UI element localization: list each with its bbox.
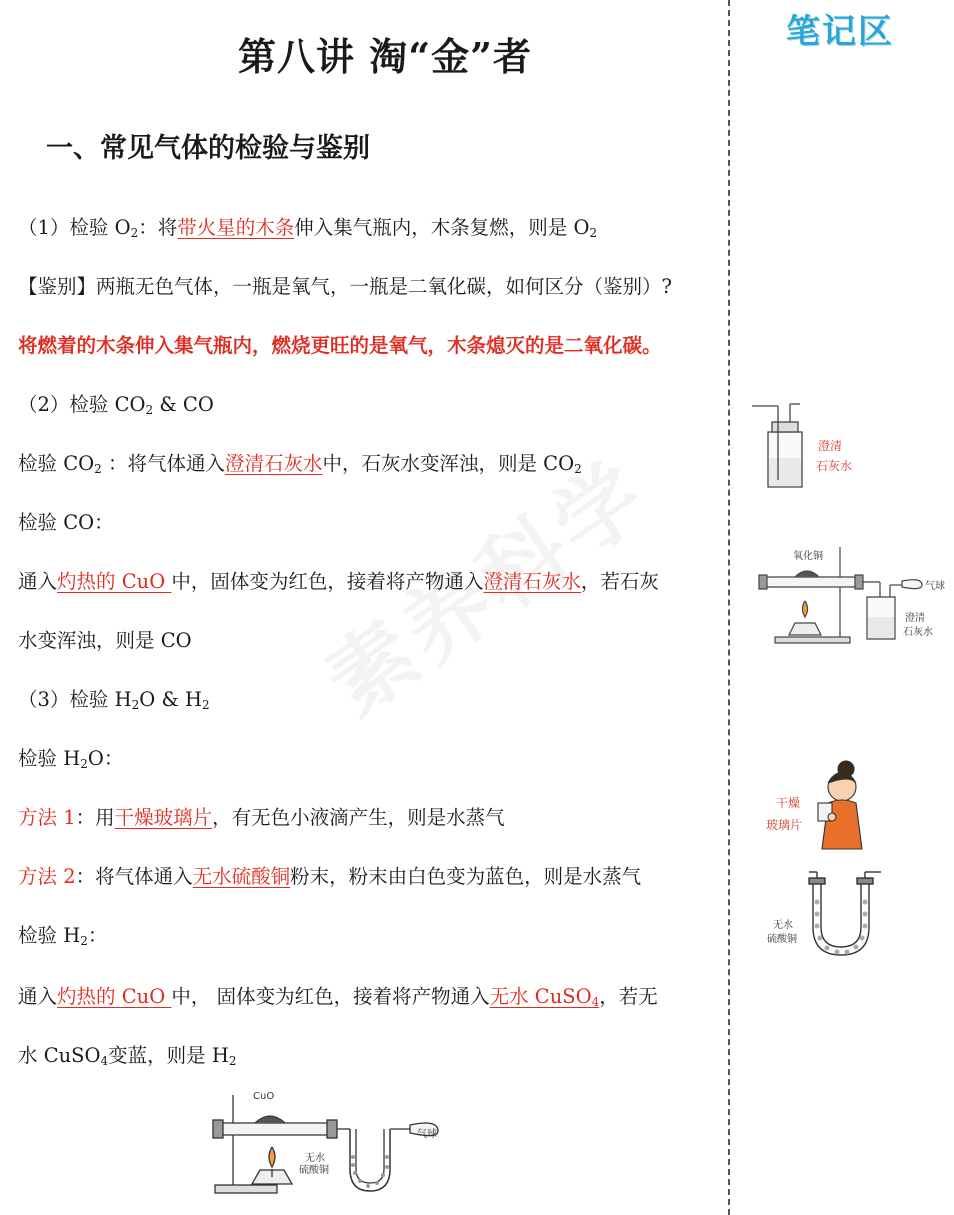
label-balloon: 气球 [925, 581, 945, 592]
label-balloon: 气球 [417, 1129, 437, 1140]
label-cuo: CuO [253, 1091, 275, 1102]
line-co-heading: 检验 CO： [18, 511, 114, 534]
keyword-dry-glass: 干燥玻璃片 [114, 806, 213, 829]
h2-test-apparatus-figure [205, 1085, 445, 1200]
line-method1: 方法 1：用干燥玻璃片，有无色小液滴产生，则是水蒸气 [18, 806, 505, 829]
label-dry-1: 干燥 [776, 796, 801, 810]
keyword-anhydrous-cuso4: 无水 CuSO$_4$ [489, 985, 600, 1009]
label-limewater-2: 石灰水 [816, 459, 853, 473]
line-h2o-h2-heading: （3）检验 $H_2O$ & $H_2$ [18, 688, 210, 712]
line-h2-test: 通入灼热的 CuO 中， 固体变为红色，接着将产物通入无水 CuSO$_4$，若无 [18, 985, 658, 1009]
line-identify-answer: 将燃着的木条伸入集气瓶内，燃烧更旺的是氧气，木条熄灭的是二氧化碳。 [18, 334, 662, 357]
line-co2-test: 检验 $CO_2$ ：将气体通入澄清石灰水中，石灰水变浑浊，则是 $CO_2$ [18, 452, 582, 476]
label-anhydrous-1: 无水 [773, 920, 793, 931]
notes-area-title: 笔记区 [786, 12, 894, 52]
notes-divider [728, 0, 730, 1215]
line-o2-test: （1）检验 $O_2$：将带火星的木条伸入集气瓶内，木条复燃，则是 $O_2$ [18, 216, 598, 240]
line-h2-test-cont: 水 CuSO$_4$变蓝，则是 $H_2$ [18, 1044, 237, 1068]
keyword-glowing-splint: 带火星的木条 [177, 216, 295, 239]
line-identify: 【鉴别】两瓶无色气体，一瓶是氧气，一瓶是二氧化碳，如何区分（鉴别）? [18, 275, 672, 298]
label-anhydrous-2: 硫酸铜 [767, 934, 797, 945]
label-dry-2: 玻璃片 [766, 818, 803, 832]
limewater-bottle-figure [752, 402, 872, 494]
section-heading: 一、常见气体的检验与鉴别 [46, 133, 370, 164]
line-co-test: 通入灼热的 CuO 中，固体变为红色，接着将产物通入澄清石灰水，若石灰 [18, 570, 659, 593]
line-h2-heading: 检验 $H_2$： [18, 924, 108, 948]
keyword-hot-cuo: 灼热的 CuO [57, 985, 172, 1008]
keyword-limewater: 澄清石灰水 [224, 452, 323, 475]
co-test-apparatus-figure [755, 545, 950, 645]
line-h2o-heading: 检验 $H_2O$： [18, 747, 124, 771]
line-co-test-cont: 水变浑浊，则是 CO [18, 629, 192, 652]
page-title: 第八讲 淘“金”者 [238, 34, 532, 79]
label-limewater-1: 澄清 [905, 613, 925, 624]
keyword-anhydrous-cuso4: 无水硫酸铜 [192, 865, 291, 888]
label-copper-oxide: 氧化铜 [793, 551, 823, 562]
dry-glass-girl-figure [762, 755, 877, 855]
line-co2-co-heading: （2）检验 $CO_2$ & CO [18, 393, 214, 417]
line-method2: 方法 2：将气体通入无水硫酸铜粉末，粉末由白色变为蓝色，则是水蒸气 [18, 865, 642, 888]
label-anhydrous-2: 硫酸铜 [299, 1165, 329, 1176]
label-anhydrous-1: 无水 [305, 1153, 325, 1164]
label-limewater-1: 澄清 [818, 439, 843, 453]
keyword-limewater: 澄清石灰水 [483, 570, 581, 593]
keyword-hot-cuo: 灼热的 CuO [57, 570, 172, 593]
label-limewater-2: 石灰水 [903, 627, 933, 638]
utube-cuso4-figure [765, 872, 895, 960]
